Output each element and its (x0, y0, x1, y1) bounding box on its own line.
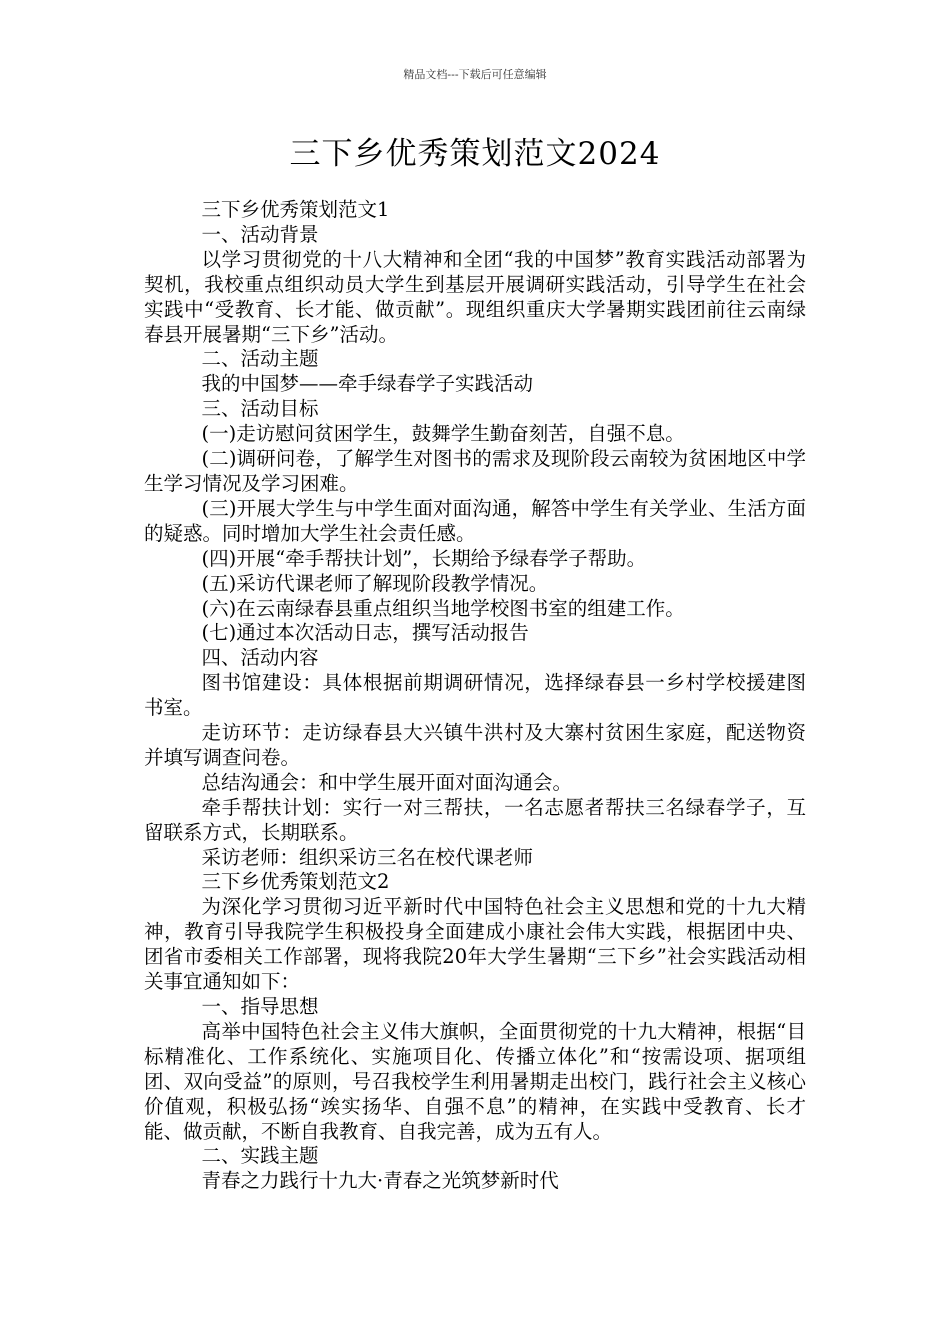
section-heading: 三下乡优秀策划范文2 (201, 870, 390, 894)
subheading: 四、活动内容 (201, 646, 319, 670)
paragraph: 以学习贯彻党的十八大精神和全团“我的中国梦”教育实践活动部署为契机，我校重点组织动员大学生到基层开展调研实践活动，引导学生在社会实践中“受教育、长才能、做贡献”。现组织重庆大学暑期实践团前往云南绿春县开展暑期“三下乡”活动。 (144, 247, 806, 346)
list-item: (六)在云南绿春县重点组织当地学校图书室的组建工作。 (201, 596, 685, 620)
subheading: 一、指导思想 (201, 995, 319, 1018)
subheading: 二、实践主题 (201, 1144, 319, 1168)
subheading: 三、活动目标 (201, 397, 319, 421)
paragraph: 图书馆建设：具体根据前期调研情况，选择绿春县一乡村学校援建图书室。 (144, 671, 806, 720)
list-item: (一)走访慰问贫困学生，鼓舞学生勤奋刻苦，自强不息。 (201, 422, 685, 446)
header-note: 精品文档---下载后可任意编辑 (403, 68, 547, 81)
paragraph: 为深化学习贯彻习近平新时代中国特色社会主义思想和党的十九大精神，教育引导我院学生积极投身全面建成小康社会伟大实践，根据团中央、团省市委相关工作部署，现将我院20年大学生暑期“三下乡”社会实践活动相关事宜通知如下： (144, 895, 806, 994)
document-title: 三下乡优秀策划范文2024 (289, 136, 661, 172)
paragraph: 采访老师：组织采访三名在校代课老师 (201, 845, 534, 869)
list-item: (二)调研问卷，了解学生对图书的需求及现阶段云南较为贫困地区中学生学习情况及学习困难。 (144, 447, 806, 495)
paragraph: 我的中国梦——牵手绿春学子实践活动 (201, 372, 534, 396)
paragraph: 牵手帮扶计划：实行一对三帮扶，一名志愿者帮扶三名绿春学子，互留联系方式，长期联系。 (144, 795, 806, 844)
subheading: 二、活动主题 (201, 347, 319, 371)
paragraph: 青春之力践行十九大·青春之光筑梦新时代 (201, 1169, 559, 1193)
list-item: (七)通过本次活动日志，撰写活动报告 (201, 621, 529, 645)
section-heading: 三下乡优秀策划范文1 (201, 198, 390, 221)
paragraph: 总结沟通会：和中学生展开面对面沟通会。 (201, 770, 573, 794)
paragraph: 走访环节：走访绿春县大兴镇牛洪村及大寨村贫困生家庭，配送物资并填写调查问卷。 (144, 721, 806, 769)
paragraph: 高举中国特色社会主义伟大旗帜，全面贯彻党的十九大精神，根据“目标精准化、工作系统化、实施项目化、传播立体化”和“按需设项、据项组团、双向受益”的原则，号召我校学生利用暑期走出校门，践行社会主义核心价值观，积极弘扬“竢实扬华、自强不息”的精神，在实践中受教育、长才能、做贡献，不断自我教育、自我完善，成为五有人。 (144, 1019, 806, 1143)
list-item: (五)采访代课老师了解现阶段教学情况。 (201, 571, 549, 595)
document-body (144, 198, 806, 1194)
list-item: (三)开展大学生与中学生面对面沟通，解答中学生有关学业、生活方面的疑惑。同时增加大学生社会责任感。 (144, 496, 806, 545)
list-item: (四)开展“牵手帮扶计划”，长期给予绿春学子帮助。 (201, 546, 647, 570)
subheading: 一、活动背景 (201, 222, 319, 246)
